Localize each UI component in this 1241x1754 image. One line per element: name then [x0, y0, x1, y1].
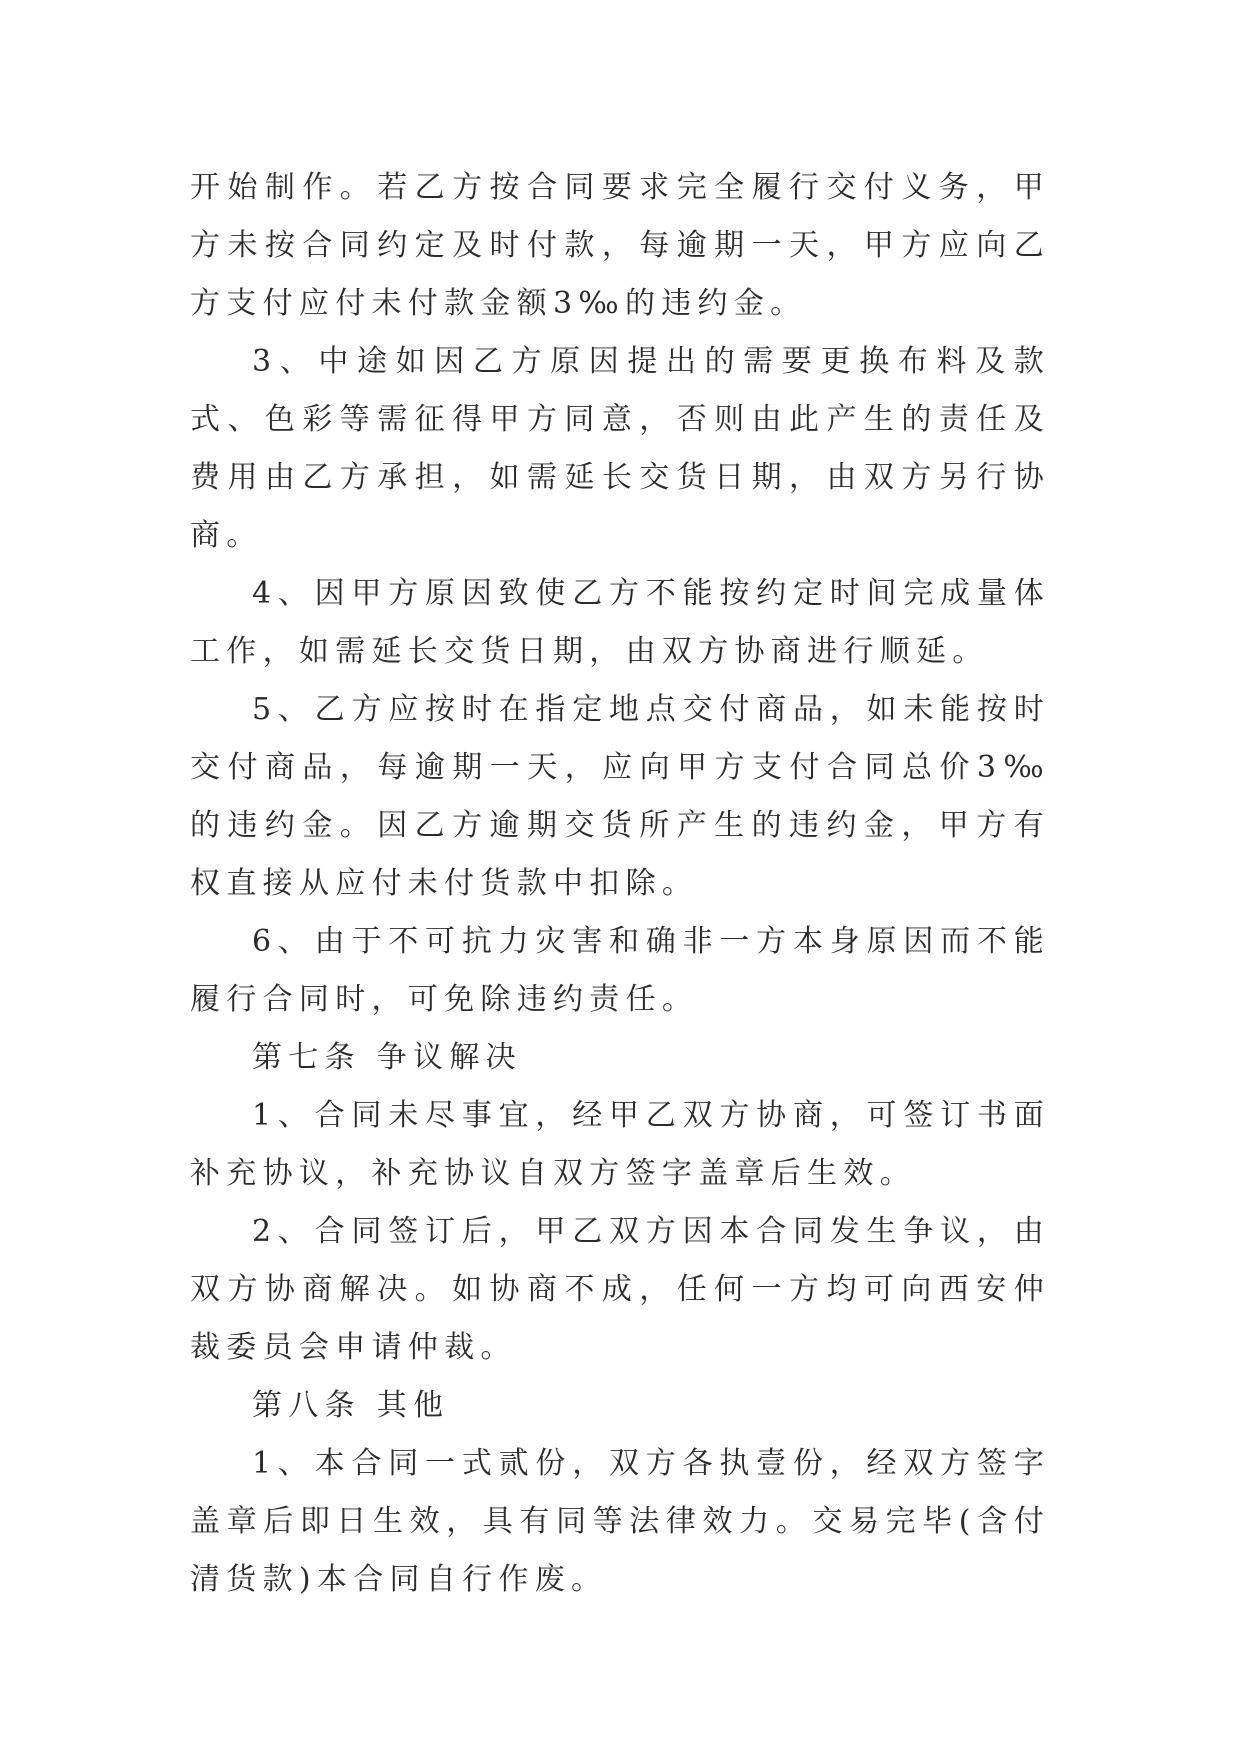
paragraph-penalty-payment: 开始制作。若乙方按合同要求完全履行交付义务，甲方未按合同约定及时付款，每逾期一天，甲方应向乙方支付应付未付款金额3‰的违约金。 — [190, 170, 1050, 321]
paragraph-clause-4-measurement-delay: 4、因甲方原因致使乙方不能按约定时间完成量体工作，如需延长交货日期，由双方协商进行顺延。 — [190, 576, 1050, 669]
paragraph-clause-5-delivery-penalty: 5、乙方应按时在指定地点交付商品，如未能按时交付商品，每逾期一天，应向甲方支付合同总价3‰的违约金。因乙方逾期交货所产生的违约金，甲方有权直接从应付未付货款中扣除。 — [190, 692, 1050, 901]
heading-article-8-other: 第八条 其他 — [252, 1388, 450, 1423]
heading-article-7-dispute: 第七条 争议解决 — [252, 1040, 522, 1075]
paragraph-clause-6-force-majeure: 6、由于不可抗力灾害和确非一方本身原因而不能履行合同时，可免除违约责任。 — [190, 924, 1050, 1017]
paragraph-article-7-clause-1: 1、合同未尽事宜，经甲乙双方协商，可签订书面补充协议，补充协议自双方签字盖章后生效。 — [190, 1098, 1050, 1191]
paragraph-article-8-clause-1: 1、本合同一式贰份，双方各执壹份，经双方签字盖章后即日生效，具有同等法律效力。交易完毕(含付清货款)本合同自行作废。 — [190, 1446, 1050, 1597]
paragraph-clause-3-change-material: 3、中途如因乙方原因提出的需要更换布料及款式、色彩等需征得甲方同意，否则由此产生的责任及费用由乙方承担，如需延长交货日期，由双方另行协商。 — [190, 344, 1050, 553]
paragraph-article-7-clause-2: 2、合同签订后，甲乙双方因本合同发生争议，由双方协商解决。如协商不成，任何一方均可向西安仲裁委员会申请仲裁。 — [190, 1214, 1050, 1365]
document-body — [190, 159, 1050, 1609]
